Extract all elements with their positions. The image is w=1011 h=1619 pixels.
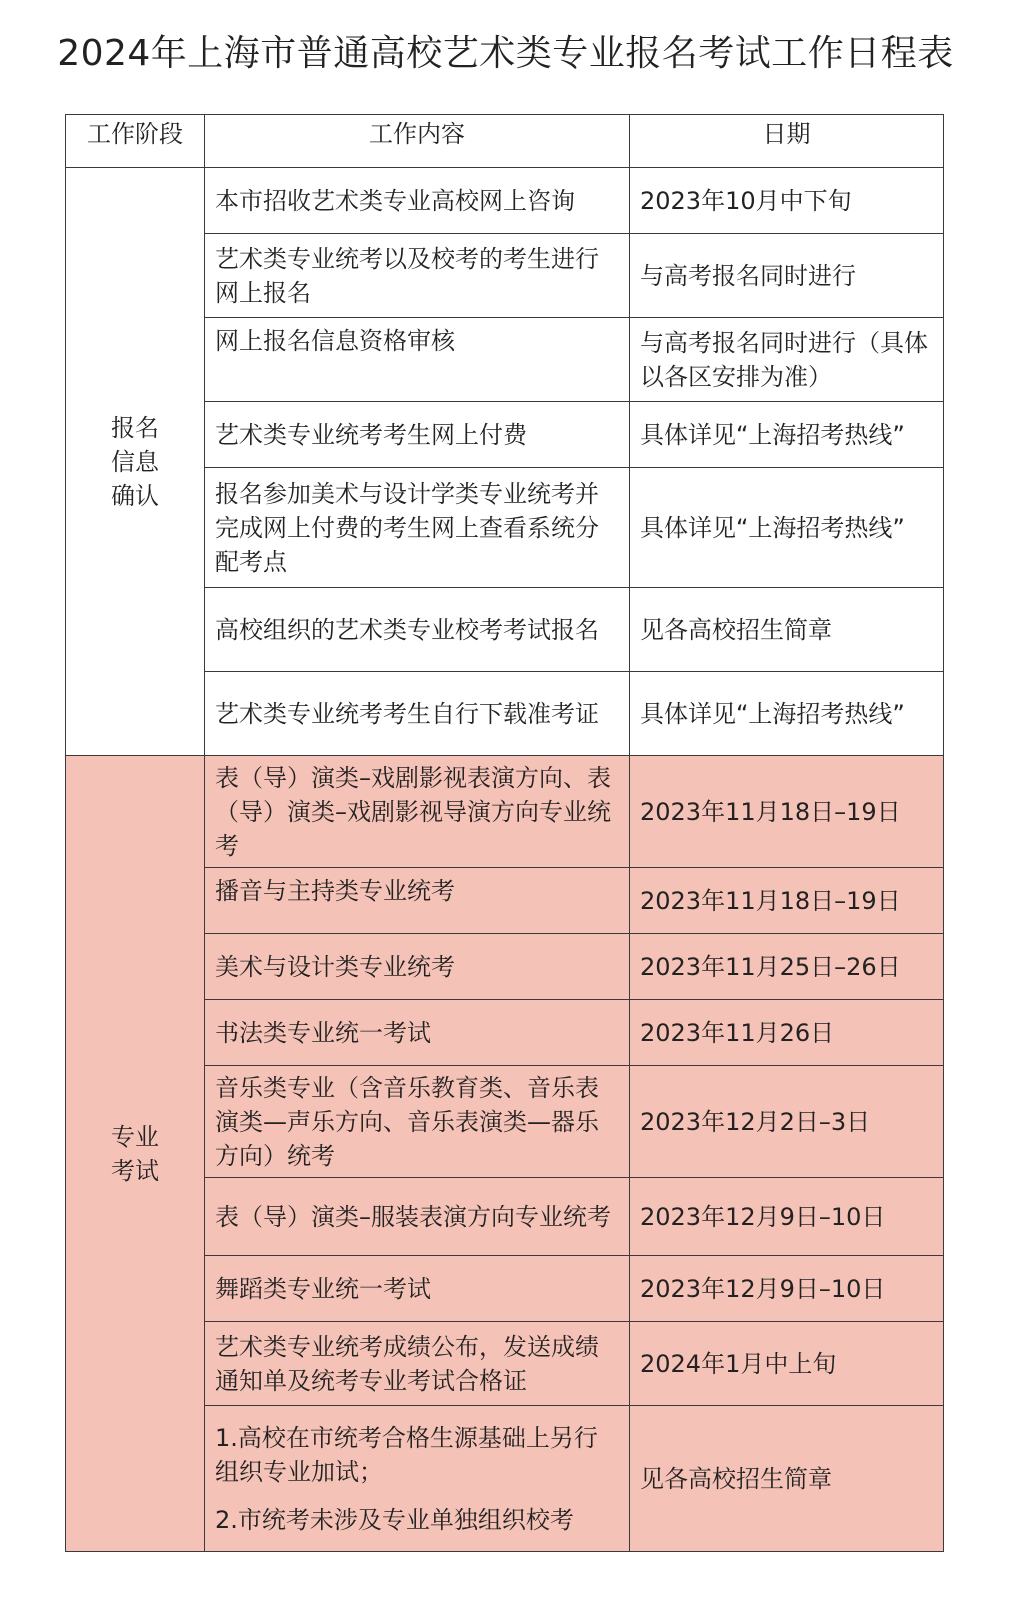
date-cell: 2023年12月9日–10日 [630,1178,944,1256]
date-cell: 具体详见“上海招考热线” [630,468,944,588]
date-cell: 与高考报名同时进行 [630,234,944,318]
content-cell: 音乐类专业（含音乐教育类、音乐表演类—声乐方向、音乐表演类—器乐方向）统考 [205,1066,630,1178]
content-cell: 美术与设计类专业统考 [205,934,630,1000]
date-cell: 2023年11月18日–19日 [630,868,944,934]
date-cell: 2023年10月中下旬 [630,168,944,234]
content-cell: 高校组织的艺术类专业校考考试报名 [205,588,630,672]
stage-cell-exams [66,756,205,1552]
date-cell: 见各高校招生简章 [630,1406,944,1552]
table-header-row [66,115,944,168]
note-line-1: 1.高校在市统考合格生源基础上另行组织专业加试； [215,1423,598,1486]
content-cell: 播音与主持类专业统考 [205,868,630,934]
content-cell: 书法类专业统一考试 [205,1000,630,1066]
content-cell: 网上报名信息资格审核 [205,318,630,402]
stage-label-line: 专业 [111,1122,159,1151]
content-cell: 表（导）演类–戏剧影视表演方向、表（导）演类–戏剧影视导演方向专业统考 [205,756,630,868]
date-cell: 具体详见“上海招考热线” [630,672,944,756]
table-row [66,756,944,868]
page-title: 2024年上海市普通高校艺术类专业报名考试工作日程表 [57,33,954,74]
stage-label-line: 报名 [111,413,159,442]
content-cell-notes [205,1406,630,1552]
date-cell: 见各高校招生简章 [630,588,944,672]
table-row [66,168,944,234]
date-cell: 与高考报名同时进行（具体以各区安排为准） [630,318,944,402]
header-stage: 工作阶段 [66,115,205,168]
content-cell: 艺术类专业统考成绩公布，发送成绩通知单及统考专业考试合格证 [205,1322,630,1406]
header-date: 日期 [630,115,944,168]
content-cell: 艺术类专业统考考生网上付费 [205,402,630,468]
stage-label-line: 确认 [111,481,159,510]
schedule-table [65,114,944,1552]
stage-label-line: 信息 [111,447,159,476]
content-cell: 舞蹈类专业统一考试 [205,1256,630,1322]
content-cell: 艺术类专业统考考生自行下载准考证 [205,672,630,756]
date-cell: 2023年11月26日 [630,1000,944,1066]
content-cell: 艺术类专业统考以及校考的考生进行网上报名 [205,234,630,318]
date-cell: 2024年1月中上旬 [630,1322,944,1406]
stage-label-line: 考试 [111,1156,159,1185]
content-cell: 本市招收艺术类专业高校网上咨询 [205,168,630,234]
stage-cell-registration [66,168,205,756]
header-content: 工作内容 [205,115,630,168]
content-cell: 表（导）演类–服装表演方向专业统考 [205,1178,630,1256]
date-cell: 具体详见“上海招考热线” [630,402,944,468]
note-line-2: 2.市统考未涉及专业单独组织校考 [215,1505,574,1534]
date-cell: 2023年12月2日–3日 [630,1066,944,1178]
date-cell: 2023年11月18日–19日 [630,756,944,868]
date-cell: 2023年11月25日–26日 [630,934,944,1000]
content-cell: 报名参加美术与设计学类专业统考并完成网上付费的考生网上查看系统分配考点 [205,468,630,588]
date-cell: 2023年12月9日–10日 [630,1256,944,1322]
